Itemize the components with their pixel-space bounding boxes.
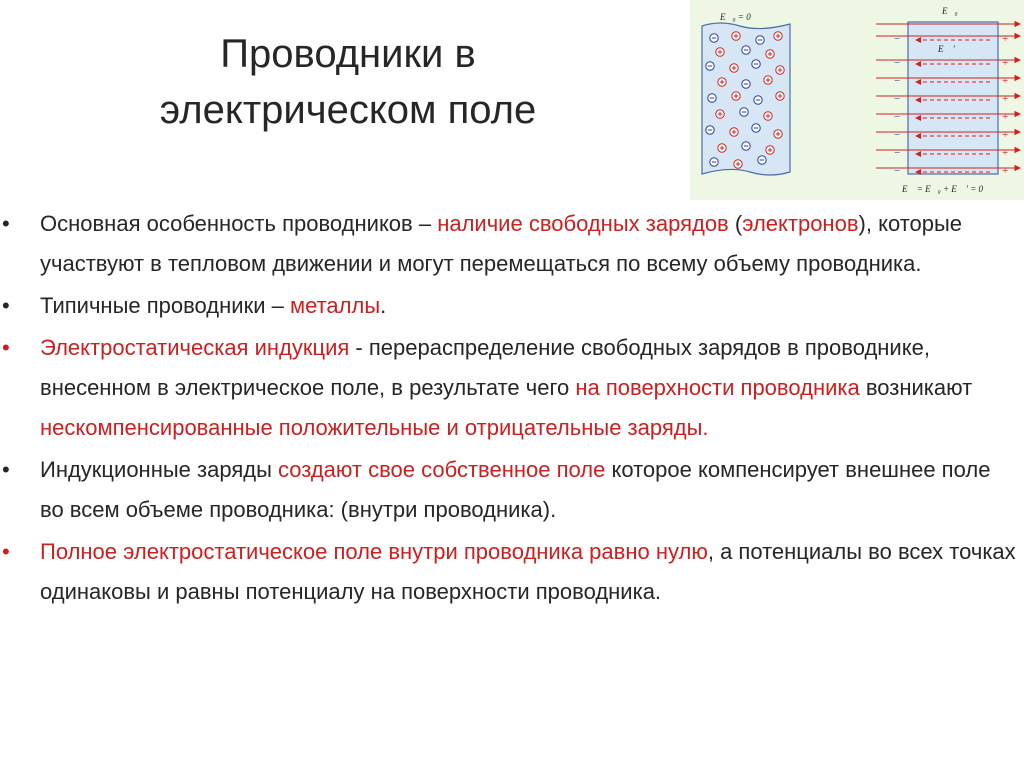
- bullet-item: [0, 328, 1024, 448]
- body-text: (: [728, 211, 743, 236]
- external-field-label: E⃗₀: [942, 6, 958, 16]
- surface-positive-charge: +: [1002, 165, 1009, 177]
- bullet-marker: •: [2, 293, 10, 318]
- conductor-field-figure: [690, 0, 1024, 200]
- highlight-text: Полное электростатическое поле внутри проводника равно нулю: [40, 539, 708, 564]
- highlight-text: электронов: [742, 211, 859, 236]
- conductor-diagram: [690, 0, 1024, 200]
- surface-negative-charge: −: [894, 129, 901, 141]
- bullet-list: [0, 204, 1024, 614]
- surface-positive-charge: +: [1002, 93, 1009, 105]
- surface-negative-charge: −: [894, 57, 901, 69]
- surface-positive-charge: +: [1002, 129, 1009, 141]
- body-text: .: [380, 293, 387, 318]
- highlight-text: Электростатическая индукция: [40, 335, 350, 360]
- surface-negative-charge: −: [894, 147, 901, 159]
- surface-negative-charge: −: [894, 111, 901, 123]
- surface-positive-charge: +: [1002, 111, 1009, 123]
- surface-positive-charge: +: [1002, 57, 1009, 69]
- highlight-text: металлы: [289, 293, 381, 318]
- highlight-text: создают свое собственное поле: [278, 457, 606, 482]
- body-text: Индукционные заряды: [40, 457, 278, 482]
- surface-positive-charge: +: [1002, 33, 1009, 45]
- title-line-2: электрическом поле: [159, 88, 537, 132]
- bullet-marker: •: [2, 335, 10, 360]
- body-text: - перераспределение свободных зарядов в проводнике, внесенном в электрическое поле, в результате чего: [40, 335, 930, 400]
- highlight-text: нескомпенсированные положительные и отрицательные заряды.: [40, 415, 709, 440]
- title-line-1: Проводники в: [220, 32, 476, 76]
- bullet-item: [0, 450, 1024, 530]
- highlight-text: на поверхности проводника: [575, 375, 860, 400]
- left-field-label: E⃗₀ = 0: [720, 12, 751, 22]
- bullet-marker: •: [2, 211, 10, 236]
- surface-negative-charge: −: [894, 165, 901, 177]
- total-field-label: E⃗ = E⃗₀ + E⃗ ' = 0: [902, 184, 984, 194]
- induced-field-label: E⃗ ': [938, 44, 955, 54]
- highlight-text: наличие свободных зарядов: [437, 211, 729, 236]
- surface-positive-charge: +: [1002, 147, 1009, 159]
- body-text: , а потенциалы во всех точках одинаковы и равны потенциалу на поверхности проводника.: [40, 539, 1016, 604]
- surface-negative-charge: −: [894, 33, 901, 45]
- surface-negative-charge: −: [894, 93, 901, 105]
- body-text: которое компенсирует внешнее поле во всем объеме проводника: (внутри проводника).: [40, 457, 991, 522]
- body-text: Основная особенность проводников –: [40, 211, 438, 236]
- bullet-marker: •: [2, 539, 10, 564]
- bullet-item: [0, 286, 1024, 326]
- surface-positive-charge: +: [1002, 75, 1009, 87]
- body-text: Типичные проводники –: [40, 293, 290, 318]
- surface-negative-charge: −: [894, 75, 901, 87]
- bullet-marker: •: [2, 457, 10, 482]
- bullet-item: [0, 204, 1024, 284]
- body-text: ), которые участвуют в тепловом движении и могут перемещаться по всему объему проводника.: [40, 211, 963, 276]
- body-text: возникают: [859, 375, 973, 400]
- slide-title: [78, 26, 618, 138]
- bullet-item: [0, 532, 1024, 612]
